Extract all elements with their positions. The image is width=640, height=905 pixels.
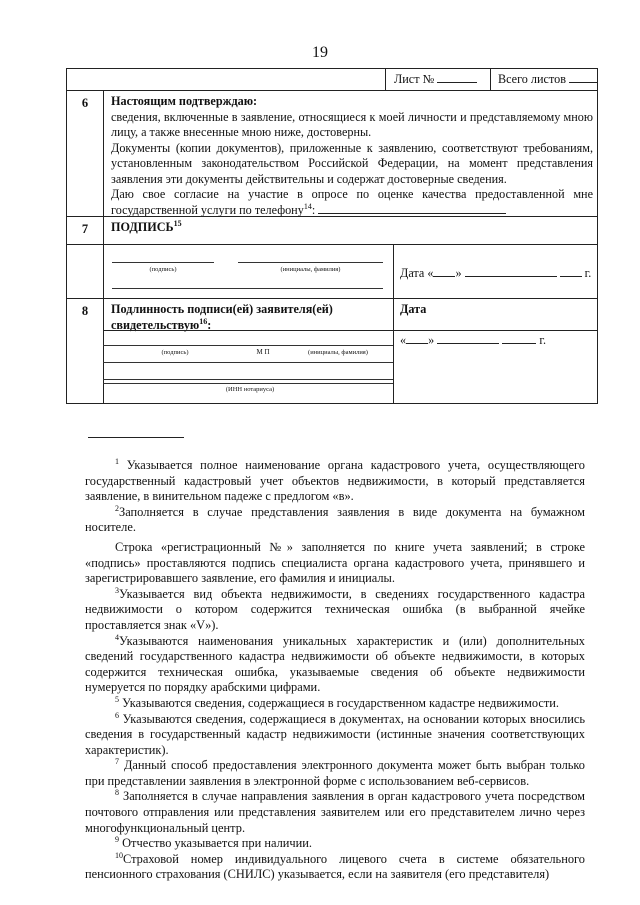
row-8-date-year[interactable]: [502, 333, 536, 344]
footnote-3: $^3$Указывается вид объекта недвижимости, в сведениях государственного кадастра недвижимости о котором содержится техническая ошибка (в выбранной ячейке проставляется знак «V»).: [85, 585, 585, 632]
row-8-signature-caption: (подпись): [161, 349, 189, 356]
sheet-number-label: Лист №: [394, 72, 435, 86]
footnote-9: $^9$ Отчество указывается при наличии.: [115, 835, 312, 851]
row-6-content: [111, 94, 593, 218]
name-caption: (инициалы, фамилия): [280, 266, 341, 273]
row-8-title-sup: 16: [199, 316, 208, 326]
row-7-number: 7: [81, 222, 89, 236]
date-month-field[interactable]: [465, 266, 557, 277]
date-year-suffix: г.: [584, 266, 592, 280]
signature-caption: (подпись): [149, 266, 177, 273]
row-7-date: [400, 266, 591, 282]
footnotes: [85, 458, 585, 883]
row-8-name-caption: (инициалы, фамилия): [308, 349, 368, 356]
total-sheets-label: Всего листов: [498, 72, 566, 86]
date-year-field[interactable]: [560, 266, 582, 277]
name-line[interactable]: [238, 262, 383, 263]
row-6-number: 6: [81, 96, 89, 110]
inn-line[interactable]: [103, 383, 393, 384]
footnote-8: $^8$ Заполняется в случае направления заявления в орган кадастрового учета посредством почтового отправления или представления заявителем или его представителем лично через многофункциональный центр.: [85, 788, 585, 835]
date-quote-close: »: [455, 266, 462, 280]
date-day-field[interactable]: [433, 266, 455, 277]
row-6-line3-end: :: [311, 202, 316, 217]
row-6-line1: сведения, включенные в заявление, относящиеся к моей личности и представляемому мною лицу, а также внесенные мною ниже, достоверны.: [111, 109, 593, 139]
row-7-title: ПОДПИСЬ: [111, 220, 174, 234]
footnote-separator: [88, 437, 184, 438]
row-8-title-b: свидетельствую: [111, 317, 200, 332]
row-8-date-title: Дата: [400, 302, 427, 316]
footnote-2-continued: Строка «регистрационный №» заполняется по книге учета заявлений; в строке «подпись» проставляются подпись специалиста органа кадастрового учета, принявшего и зарегистрировавшего заявление, его фамилия и инициалы.: [85, 539, 585, 586]
row-8-date: [400, 333, 546, 349]
row-8-number: 8: [81, 304, 89, 318]
footnote-7: $^7$ Данный способ предоставления электронного документа может быть выбран только при представлении заявления в электронной форме с использованием веб-сервисов.: [85, 757, 585, 788]
footnote-10: $^{10}$Страховой номер индивидуального лицевого счета в системе обязательного пенсионного страхования (СНИЛС) указывается, если на заявителя (его представителя): [85, 850, 585, 882]
row-6-title: Настоящим подтверждаю:: [111, 94, 258, 108]
row-7-title-sup: 15: [173, 218, 182, 228]
inn-caption: (ИНН нотариуса): [225, 386, 275, 393]
row-8-date-day[interactable]: [406, 333, 428, 344]
row-8-date-month[interactable]: [437, 333, 499, 344]
row-8-date-mid: »: [428, 333, 435, 347]
total-sheets-field[interactable]: [569, 72, 597, 83]
footnote-4: $^4$Указываются наименования уникальных характеристик и (или) дополнительных сведений государственного кадастра недвижимости об объекте недвижимости, в которых содержится техническая ошибка, указываемые сведения об объекте недвижимости нумеруется по порядку арабскими цифрами.: [85, 632, 585, 695]
row-8-date-open: «: [400, 333, 407, 347]
footnote-1: $^1$ Указывается полное наименование органа кадастрового учета, осуществляющего государственный кадастровый учет объектов недвижимости, в который представляется заявление, в винительном падеже с предлогом «в».: [85, 456, 585, 504]
footnote-5: $^5$ Указываются сведения, содержащиеся в государственном кадастре недвижимости.: [115, 694, 559, 710]
stamp-place-label: М П: [256, 348, 270, 356]
footnote-6: $^6$ Указываются сведения, содержащиеся в документах, на основании которых вносились сведения в государственный кадастр недвижимости (истинные значения соответствующих характеристик).: [85, 710, 585, 757]
row-6-line3: Даю свое согласие на участие в опросе по оценке качества предоставленной мне государственной услуги по телефону: [111, 187, 593, 217]
row-8-title-end: :: [207, 317, 212, 332]
footnote-2: $^2$Заполняется в случае представления заявления в виде документа на бумажном носителе.: [85, 503, 585, 535]
row-6-line2: Документы (копии документов), приложенные к заявлению, соответствуют требованиям, установленным законодательством Российской Федерации, на момент представления заявления эти документы действительны и содержат достоверные сведения.: [111, 140, 593, 186]
row-8-title-a: Подлинность подписи(ей) заявителя(ей): [111, 302, 333, 316]
phone-field[interactable]: [318, 203, 506, 214]
page-number: 19: [312, 44, 328, 61]
row-8-date-year-suffix: г.: [539, 333, 546, 347]
sheet-number-field[interactable]: [437, 72, 477, 83]
row-6-line3-sup: 14: [303, 201, 312, 211]
signature-line[interactable]: [112, 262, 214, 263]
date-label: Дата «: [400, 266, 434, 280]
